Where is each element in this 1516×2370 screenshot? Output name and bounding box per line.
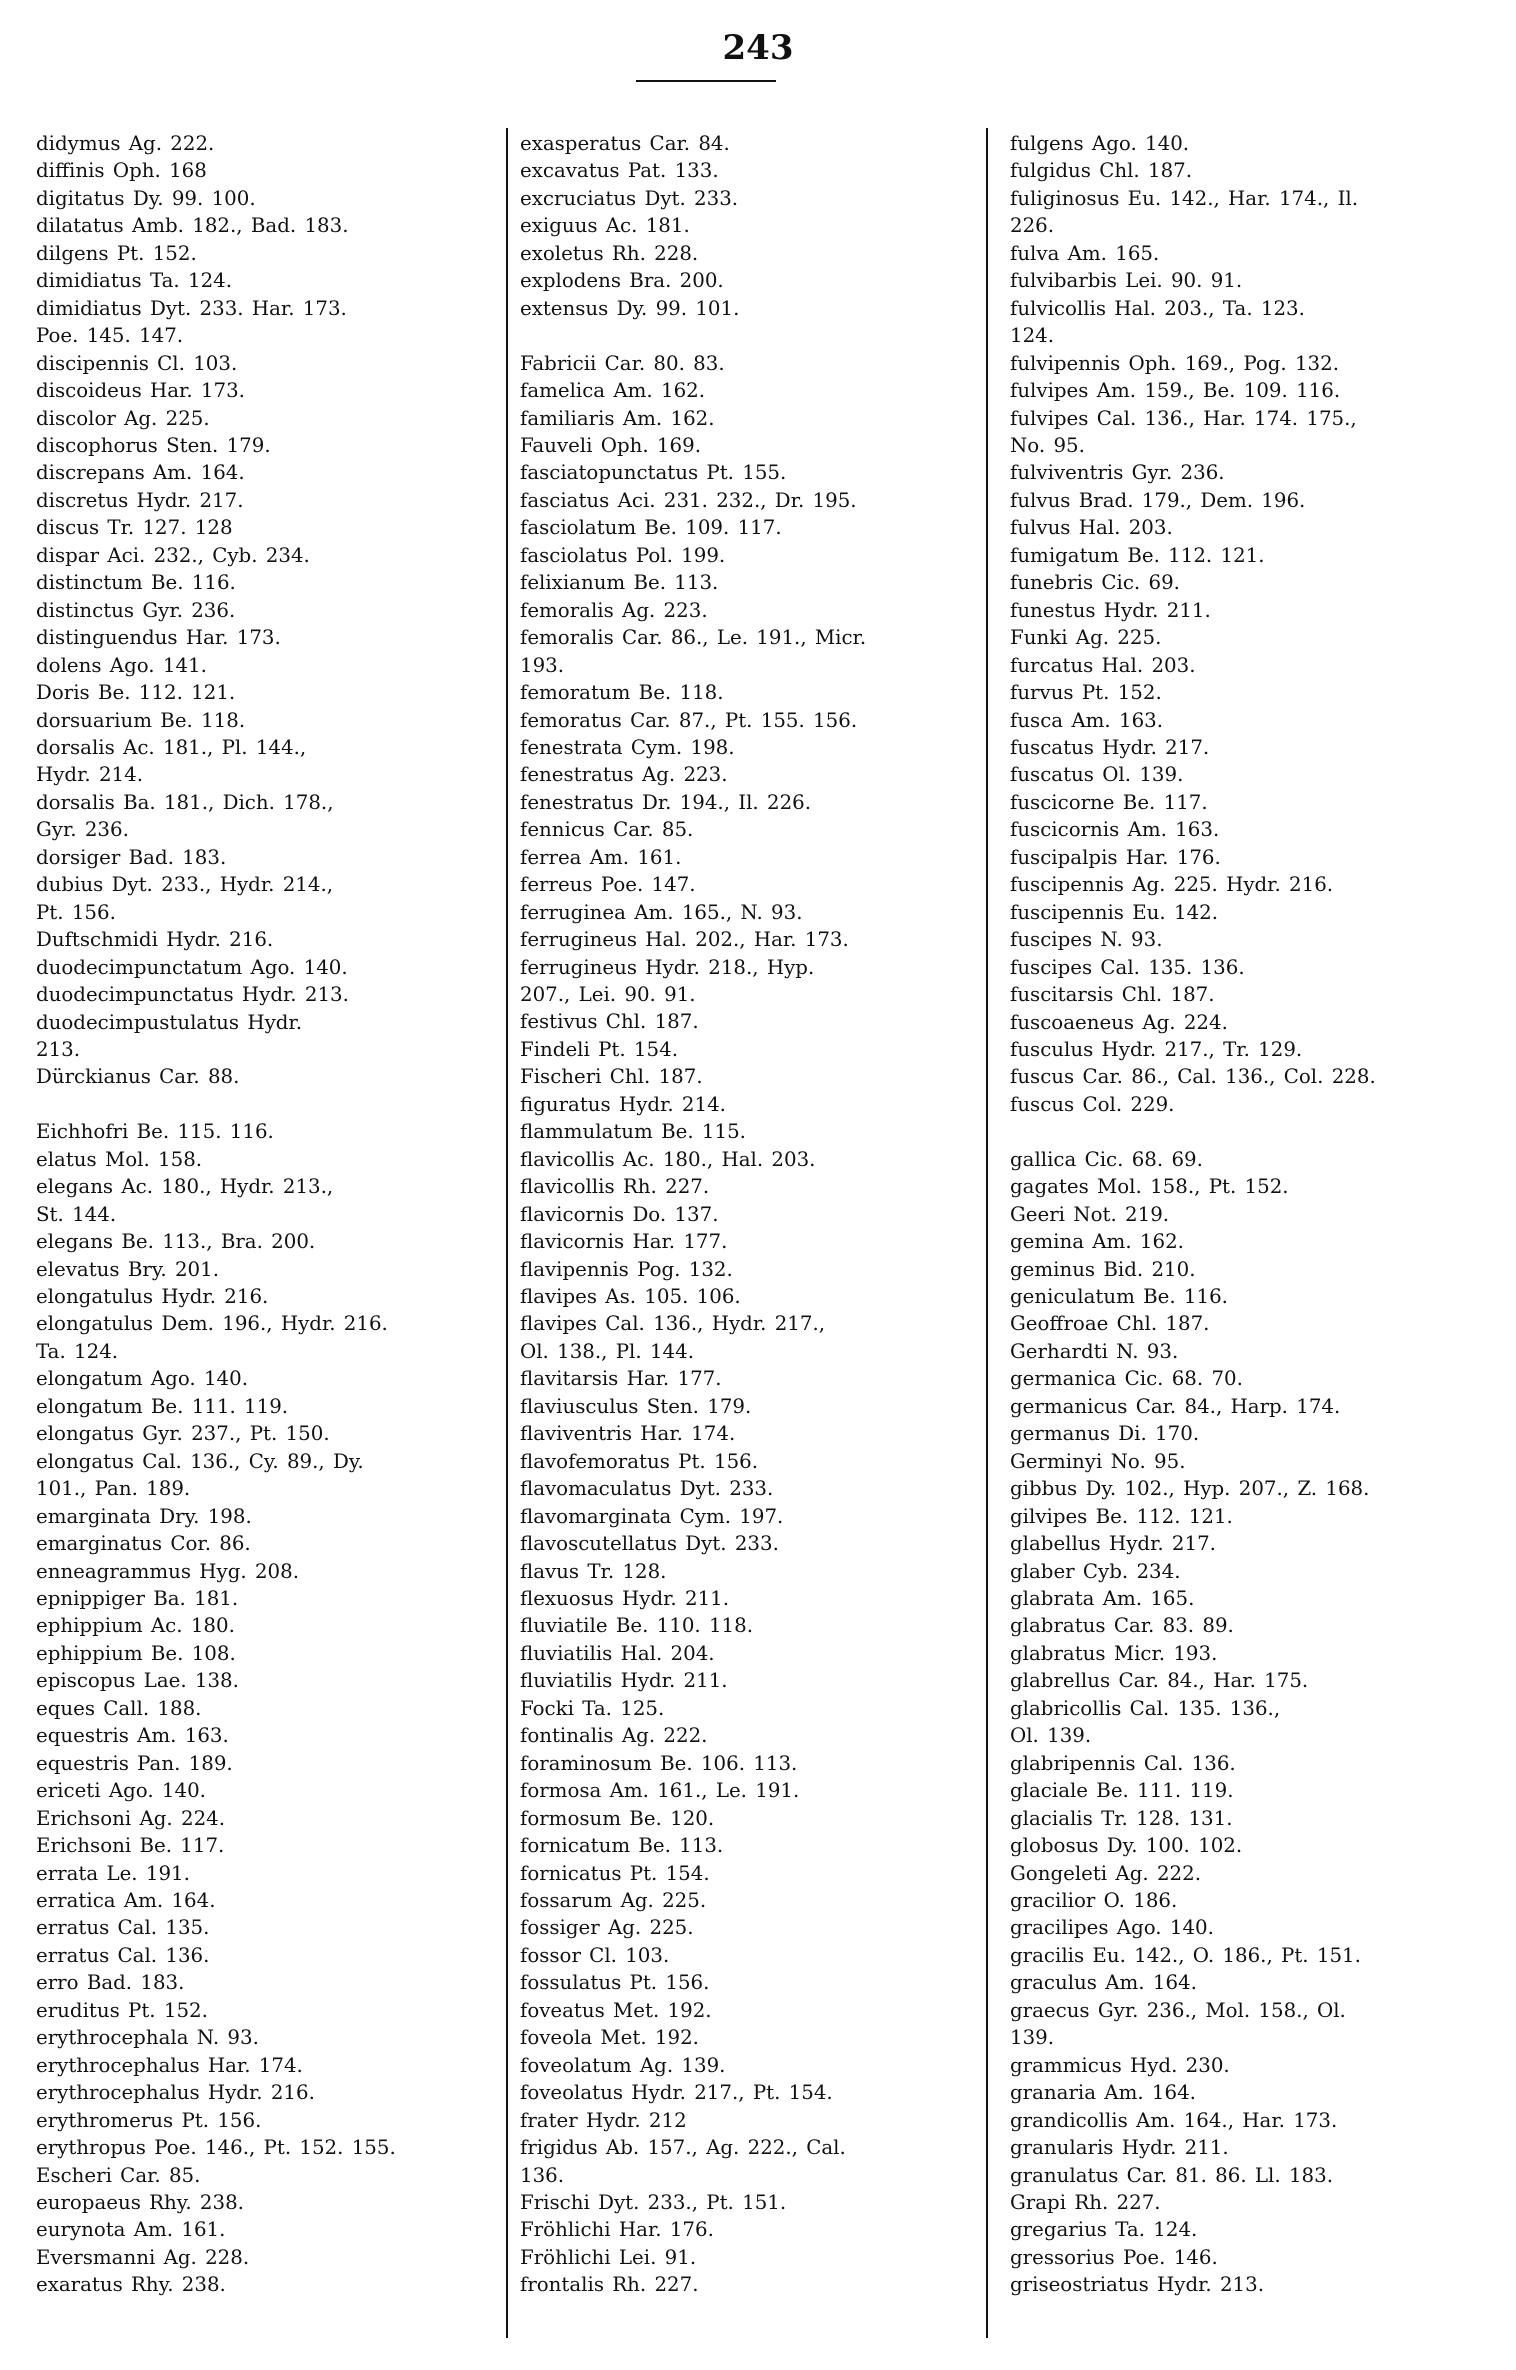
index-entry: frater Hydr. 212 — [520, 2108, 687, 2132]
index-entry: flavipes Cal. 136., Hydr. 217., — [520, 1312, 826, 1336]
index-entry: glabricollis Cal. 135. 136., — [1010, 1696, 1281, 1720]
index-entry: duodecimpunctatus Hydr. 213. — [36, 983, 349, 1007]
index-entry: fulgens Ago. 140. — [1010, 132, 1190, 155]
index-entry: Ta. 124. — [36, 1339, 119, 1363]
index-entry: felixianum Be. 113. — [520, 571, 719, 595]
index-entry: funebris Cic. 69. — [1010, 571, 1180, 595]
index-entry: flammulatum Be. 115. — [520, 1120, 746, 1144]
index-entry: Fischeri Chl. 187. — [520, 1065, 703, 1089]
index-entry: glabrellus Car. 84., Har. 175. — [1010, 1669, 1309, 1693]
index-entry: discus Tr. 127. 128 — [36, 516, 233, 540]
index-entry — [36, 1091, 476, 1118]
index-entry: Erichsoni Be. 117. — [36, 1834, 225, 1858]
index-entry: flavicollis Rh. 227. — [520, 1175, 710, 1199]
index-entry: ferruginea Am. 165., N. 93. — [520, 900, 803, 924]
index-entry: fuliginosus Eu. 142., Har. 174., Il. — [1010, 186, 1359, 210]
index-entry: Pt. 156. — [36, 900, 116, 924]
index-entry: erro Bad. 183. — [36, 1971, 185, 1995]
index-entry: flavicornis Do. 137. — [520, 1202, 719, 1226]
index-entry: Ol. 139. — [1010, 1724, 1092, 1748]
index-entry: gibbus Dy. 102., Hyp. 207., Z. 168. — [1010, 1477, 1370, 1501]
index-entry: erythrocephala N. 93. — [36, 2026, 259, 2050]
index-entry: 226. — [1010, 214, 1055, 238]
index-entry: flaviusculus Sten. 179. — [520, 1394, 752, 1418]
index-entry: femoratus Car. 87., Pt. 155. 156. — [520, 708, 858, 732]
index-entry: ferreus Poe. 147. — [520, 873, 696, 897]
index-entry: No. 95. — [1010, 433, 1085, 457]
index-entry: fuscipennis Ag. 225. Hydr. 216. — [1010, 873, 1334, 897]
index-entry: fuscus Car. 86., Cal. 136., Col. 228. — [1010, 1065, 1376, 1089]
index-entry: eurynota Am. 161. — [36, 2218, 226, 2242]
index-column-1 — [36, 130, 476, 2299]
index-entry: erythrocephalus Hydr. 216. — [36, 2081, 315, 2105]
column-divider — [506, 128, 508, 2338]
index-entry: graculus Am. 164. — [1010, 1971, 1197, 1995]
index-entry: diffinis Oph. 168 — [36, 159, 207, 183]
index-entry: funestus Hydr. 211. — [1010, 598, 1211, 622]
index-entry: Focki Ta. 125. — [520, 1696, 665, 1720]
index-entry: errata Le. 191. — [36, 1861, 190, 1885]
index-entry: germanicus Car. 84., Harp. 174. — [1010, 1394, 1341, 1418]
index-entry: gallica Cic. 68. 69. — [1010, 1147, 1203, 1171]
index-entry: granularis Hydr. 211. — [1010, 2136, 1229, 2160]
index-entry: fennicus Car. 85. — [520, 818, 694, 842]
index-entry: fulva Am. 165. — [1010, 241, 1160, 265]
index-entry: fulvipes Cal. 136., Har. 174. 175., — [1010, 406, 1357, 430]
index-entry: Fröhlichi Har. 176. — [520, 2218, 714, 2242]
index-entry: Eichhofri Be. 115. 116. — [36, 1120, 274, 1144]
index-entry: Geeri Not. 219. — [1010, 1202, 1170, 1226]
index-entry: discophorus Sten. 179. — [36, 433, 271, 457]
index-entry: fuscoaeneus Ag. 224. — [1010, 1010, 1228, 1034]
index-entry: duodecimpunctatum Ago. 140. — [36, 955, 348, 979]
index-entry: glaciale Be. 111. 119. — [1010, 1779, 1234, 1803]
index-entry: fasciatus Aci. 231. 232., Dr. 195. — [520, 488, 857, 512]
index-entry: dorsiger Bad. 183. — [36, 845, 227, 869]
index-entry: emarginata Dry. 198. — [36, 1504, 252, 1528]
index-entry: glaber Cyb. 234. — [1010, 1559, 1181, 1583]
index-entry: Findeli Pt. 154. — [520, 1037, 678, 1061]
index-entry: fluviatile Be. 110. 118. — [520, 1614, 754, 1638]
index-entry: flavoscutellatus Dyt. 233. — [520, 1532, 779, 1556]
header-rule — [636, 80, 776, 82]
index-entry: Geoffroae Chl. 187. — [1010, 1312, 1210, 1336]
index-entry: griseostriatus Hydr. 213. — [1010, 2273, 1265, 2297]
index-entry: graecus Gyr. 236., Mol. 158., Ol. — [1010, 1998, 1346, 2022]
index-entry: 207., Lei. 90. 91. — [520, 983, 696, 1007]
index-entry: fulvus Brad. 179., Dem. 196. — [1010, 488, 1306, 512]
index-entry: foveatus Met. 192. — [520, 1998, 712, 2022]
index-entry: ferrugineus Hydr. 218., Hyp. — [520, 955, 815, 979]
index-entry: glabratus Car. 83. 89. — [1010, 1614, 1234, 1638]
index-entry: distinctus Gyr. 236. — [36, 598, 236, 622]
index-entry: furcatus Hal. 203. — [1010, 653, 1196, 677]
index-entry: glabrata Am. 165. — [1010, 1587, 1195, 1610]
index-entry: dilatatus Amb. 182., Bad. 183. — [36, 214, 349, 238]
index-entry: elongatulus Hydr. 216. — [36, 1285, 269, 1309]
index-entry: eques Call. 188. — [36, 1696, 202, 1720]
index-entry: fenestratus Dr. 194., Il. 226. — [520, 790, 812, 814]
index-entry: fuscipes N. 93. — [1010, 928, 1163, 952]
index-entry: fuscatus Ol. 139. — [1010, 763, 1184, 787]
index-entry: fuscipalpis Har. 176. — [1010, 845, 1221, 869]
index-entry: fusculus Hydr. 217., Tr. 129. — [1010, 1037, 1303, 1061]
index-entry: Frischi Dyt. 233., Pt. 151. — [520, 2190, 787, 2214]
index-entry: fenestratus Ag. 223. — [520, 763, 728, 787]
index-entry: exoletus Rh. 228. — [520, 241, 699, 265]
index-entry: granaria Am. 164. — [1010, 2081, 1196, 2105]
index-entry: Duftschmidi Hydr. 216. — [36, 928, 274, 952]
index-entry: 139. — [1010, 2026, 1055, 2050]
index-entry: Hydr. 214. — [36, 763, 143, 787]
index-entry: 136. — [520, 2163, 565, 2187]
index-entry: europaeus Rhy. 238. — [36, 2190, 244, 2214]
index-entry: discretus Hydr. 217. — [36, 488, 244, 512]
index-entry: Dürckianus Car. 88. — [36, 1065, 240, 1089]
index-entry: foveolatus Hydr. 217., Pt. 154. — [520, 2081, 833, 2105]
index-entry: flavitarsis Har. 177. — [520, 1367, 722, 1391]
index-entry: gilvipes Be. 112. 121. — [1010, 1504, 1233, 1528]
index-entry: frigidus Ab. 157., Ag. 222., Cal. — [520, 2136, 846, 2160]
index-entry: distinguendus Har. 173. — [36, 626, 281, 650]
index-entry: germanica Cic. 68. 70. — [1010, 1367, 1243, 1391]
index-entry — [520, 322, 960, 349]
index-entry: equestris Am. 163. — [36, 1724, 229, 1748]
index-entry: femoralis Car. 86., Le. 191., Micr. — [520, 626, 867, 650]
index-entry: 101., Pan. 189. — [36, 1477, 191, 1501]
index-entry: discrepans Am. 164. — [36, 461, 245, 485]
index-entry: erratus Cal. 135. — [36, 1916, 210, 1940]
index-entry: fulvipes Am. 159., Be. 109. 116. — [1010, 379, 1341, 403]
index-entry: fuscicorne Be. 117. — [1010, 790, 1208, 814]
index-entry: elevatus Bry. 201. — [36, 1257, 219, 1281]
index-entry: dimidiatus Ta. 124. — [36, 269, 233, 293]
index-entry: dubius Dyt. 233., Hydr. 214., — [36, 873, 334, 897]
index-entry: frontalis Rh. 227. — [520, 2273, 699, 2297]
index-entry: elongatum Be. 111. 119. — [36, 1394, 289, 1418]
index-entry: fluviatilis Hydr. 211. — [520, 1669, 728, 1693]
index-entry: fornicatum Be. 113. — [520, 1834, 724, 1858]
index-entry: digitatus Dy. 99. 100. — [36, 186, 256, 210]
index-entry: germanus Di. 170. — [1010, 1422, 1200, 1446]
index-entry: ferrugineus Hal. 202., Har. 173. — [520, 928, 849, 952]
index-entry: flavipennis Pog. 132. — [520, 1257, 733, 1281]
index-entry: erythromerus Pt. 156. — [36, 2108, 262, 2132]
index-entry: enneagrammus Hyg. 208. — [36, 1559, 300, 1583]
index-entry: fulvipennis Oph. 169., Pog. 132. — [1010, 351, 1340, 375]
index-entry: globosus Dy. 100. 102. — [1010, 1834, 1243, 1858]
index-entry: fulgidus Chl. 187. — [1010, 159, 1193, 183]
index-entry: fossor Cl. 103. — [520, 1943, 670, 1967]
index-entry: Germinyi No. 95. — [1010, 1449, 1186, 1473]
index-entry: flavipes As. 105. 106. — [520, 1285, 741, 1309]
index-entry: foveolatum Ag. 139. — [520, 2053, 726, 2077]
index-entry: Doris Be. 112. 121. — [36, 681, 236, 705]
index-entry: flavus Tr. 128. — [520, 1559, 667, 1583]
index-entry: Fauveli Oph. 169. — [520, 433, 701, 457]
index-entry: fuscipennis Eu. 142. — [1010, 900, 1219, 924]
index-entry: elongatulus Dem. 196., Hydr. 216. — [36, 1312, 388, 1336]
index-entry: fluviatilis Hal. 204. — [520, 1641, 715, 1665]
index-entry: Funki Ag. 225. — [1010, 626, 1162, 650]
index-entry: fumigatum Be. 112. 121. — [1010, 543, 1265, 567]
index-entry: elongatum Ago. 140. — [36, 1367, 249, 1391]
index-entry: fuscitarsis Chl. 187. — [1010, 983, 1215, 1007]
index-entry: fasciolatum Be. 109. 117. — [520, 516, 782, 540]
index-entry: famelica Am. 162. — [520, 379, 706, 403]
index-entry: fuscatus Hydr. 217. — [1010, 735, 1210, 759]
index-entry: excavatus Pat. 133. — [520, 159, 719, 183]
index-entry: fulviventris Gyr. 236. — [1010, 461, 1225, 485]
index-entry: erratus Cal. 136. — [36, 1943, 210, 1967]
index-entry: dimidiatus Dyt. 233. Har. 173. — [36, 296, 347, 320]
index-entry: grandicollis Am. 164., Har. 173. — [1010, 2108, 1338, 2132]
index-column-2 — [520, 130, 960, 2299]
page-number: 243 — [722, 28, 794, 68]
index-entry: fenestrata Cym. 198. — [520, 735, 735, 759]
index-entry: explodens Bra. 200. — [520, 269, 724, 293]
index-column-3 — [1010, 130, 1480, 2299]
index-entry: figuratus Hydr. 214. — [520, 1092, 726, 1116]
index-entry: exaratus Rhy. 238. — [36, 2273, 226, 2297]
index-entry: discoideus Har. 173. — [36, 379, 245, 403]
index-entry: geminus Bid. 210. — [1010, 1257, 1196, 1281]
index-entry: erythropus Poe. 146., Pt. 152. 155. — [36, 2136, 396, 2160]
index-entry: episcopus Lae. 138. — [36, 1669, 239, 1693]
index-entry: exasperatus Car. 84. — [520, 132, 730, 155]
index-entry: Eversmanni Ag. 228. — [36, 2245, 250, 2269]
index-entry: 124. — [1010, 324, 1055, 348]
index-entry: glabellus Hydr. 217. — [1010, 1532, 1216, 1556]
index-entry: discipennis Cl. 103. — [36, 351, 238, 375]
index-entry: Grapi Rh. 227. — [1010, 2190, 1161, 2214]
index-entry: dispar Aci. 232., Cyb. 234. — [36, 543, 310, 567]
index-entry: fusca Am. 163. — [1010, 708, 1164, 732]
index-entry: ephippium Be. 108. — [36, 1641, 236, 1665]
index-entry: fossulatus Pt. 156. — [520, 1971, 710, 1995]
index-entry: distinctum Be. 116. — [36, 571, 236, 595]
index-entry: dorsuarium Be. 118. — [36, 708, 246, 732]
index-entry: geniculatum Be. 116. — [1010, 1285, 1228, 1309]
index-entry: Escheri Car. 85. — [36, 2163, 201, 2187]
index-entry: exiguus Ac. 181. — [520, 214, 690, 238]
index-entry: fornicatus Pt. 154. — [520, 1861, 710, 1885]
column-divider — [986, 128, 988, 2338]
index-entry: granulatus Car. 81. 86. Ll. 183. — [1010, 2163, 1334, 2187]
index-entry: gagates Mol. 158., Pt. 152. — [1010, 1175, 1289, 1199]
index-entry: flavicornis Har. 177. — [520, 1230, 728, 1254]
index-entry: flaviventris Har. 174. — [520, 1422, 736, 1446]
index-entry: dorsalis Ac. 181., Pl. 144., — [36, 735, 307, 759]
index-entry: flexuosus Hydr. 211. — [520, 1587, 730, 1610]
index-entry: foraminosum Be. 106. 113. — [520, 1751, 798, 1775]
index-entry: foveola Met. 192. — [520, 2026, 699, 2050]
index-entry — [1010, 1118, 1480, 1145]
index-entry: Gyr. 236. — [36, 818, 129, 842]
index-entry: gemina Am. 162. — [1010, 1230, 1184, 1254]
index-entry: festivus Chl. 187. — [520, 1010, 699, 1034]
index-entry: elongatus Gyr. 237., Pt. 150. — [36, 1422, 330, 1446]
index-entry: Gerhardti N. 93. — [1010, 1339, 1179, 1363]
index-entry: fossiger Ag. 225. — [520, 1916, 694, 1940]
index-entry: fontinalis Ag. 222. — [520, 1724, 708, 1748]
index-entry: gracilis Eu. 142., O. 186., Pt. 151. — [1010, 1943, 1361, 1967]
index-entry: flavicollis Ac. 180., Hal. 203. — [520, 1147, 816, 1171]
index-entry: glacialis Tr. 128. 131. — [1010, 1806, 1233, 1830]
index-entry: glabripennis Cal. 136. — [1010, 1751, 1236, 1775]
index-entry: furvus Pt. 152. — [1010, 681, 1162, 705]
index-entry: elongatus Cal. 136., Cy. 89., Dy. — [36, 1449, 364, 1473]
index-entry: excruciatus Dyt. 233. — [520, 186, 739, 210]
index-entry: femoratum Be. 118. — [520, 681, 724, 705]
index-entry: Fröhlichi Lei. 91. — [520, 2245, 697, 2269]
index-entry: fuscipes Cal. 135. 136. — [1010, 955, 1245, 979]
index-entry: ephippium Ac. 180. — [36, 1614, 235, 1638]
index-entry: fasciolatus Pol. 199. — [520, 543, 726, 567]
index-entry: formosa Am. 161., Le. 191. — [520, 1779, 800, 1803]
index-entry: familiaris Am. 162. — [520, 406, 715, 430]
index-entry: discolor Ag. 225. — [36, 406, 210, 430]
index-entry: erythrocephalus Har. 174. — [36, 2053, 303, 2077]
index-entry: fulvus Hal. 203. — [1010, 516, 1173, 540]
index-entry: duodecimpustulatus Hydr. — [36, 1010, 302, 1034]
index-entry: ericeti Ago. 140. — [36, 1779, 206, 1803]
index-entry: Gongeleti Ag. 222. — [1010, 1861, 1201, 1885]
index-entry: elegans Be. 113., Bra. 200. — [36, 1230, 316, 1254]
index-entry: fulvibarbis Lei. 90. 91. — [1010, 269, 1243, 293]
index-entry: Erichsoni Ag. 224. — [36, 1806, 226, 1830]
index-entry: gracilior O. 186. — [1010, 1888, 1178, 1912]
index-entry: gressorius Poe. 146. — [1010, 2245, 1218, 2269]
index-entry: dilgens Pt. 152. — [36, 241, 197, 265]
index-entry: gracilipes Ago. 140. — [1010, 1916, 1214, 1940]
index-entry: dolens Ago. 141. — [36, 653, 207, 677]
index-entry: St. 144. — [36, 1202, 117, 1226]
index-entry: didymus Ag. 222. — [36, 132, 215, 155]
index-entry: Poe. 145. 147. — [36, 324, 184, 348]
index-entry: extensus Dy. 99. 101. — [520, 296, 740, 320]
index-entry: fasciatopunctatus Pt. 155. — [520, 461, 787, 485]
index-entry: flavomarginata Cym. 197. — [520, 1504, 784, 1528]
index-entry: erratica Am. 164. — [36, 1888, 216, 1912]
index-entry: fuscicornis Am. 163. — [1010, 818, 1220, 842]
index-entry: Fabricii Car. 80. 83. — [520, 351, 725, 375]
index-entry: glabratus Micr. 193. — [1010, 1641, 1218, 1665]
index-entry: Ol. 138., Pl. 144. — [520, 1339, 694, 1363]
index-entry: elegans Ac. 180., Hydr. 213., — [36, 1175, 334, 1199]
index-entry: epnippiger Ba. 181. — [36, 1587, 239, 1610]
index-entry: flavofemoratus Pt. 156. — [520, 1449, 759, 1473]
index-entry: 193. — [520, 653, 565, 677]
index-entry: ferrea Am. 161. — [520, 845, 682, 869]
index-entry: fulvicollis Hal. 203., Ta. 123. — [1010, 296, 1305, 320]
index-entry: formosum Be. 120. — [520, 1806, 715, 1830]
index-entry: elatus Mol. 158. — [36, 1147, 203, 1171]
index-entry: gregarius Ta. 124. — [1010, 2218, 1198, 2242]
index-entry: fuscus Col. 229. — [1010, 1092, 1175, 1116]
index-entry: 213. — [36, 1037, 81, 1061]
index-entry: femoralis Ag. 223. — [520, 598, 708, 622]
index-entry: grammicus Hyd. 230. — [1010, 2053, 1230, 2077]
index-entry: eruditus Pt. 152. — [36, 1998, 208, 2022]
index-entry: equestris Pan. 189. — [36, 1751, 233, 1775]
index-entry: fossarum Ag. 225. — [520, 1888, 707, 1912]
index-entry: flavomaculatus Dyt. 233. — [520, 1477, 774, 1501]
index-entry: emarginatus Cor. 86. — [36, 1532, 251, 1556]
index-entry: dorsalis Ba. 181., Dich. 178., — [36, 790, 334, 814]
